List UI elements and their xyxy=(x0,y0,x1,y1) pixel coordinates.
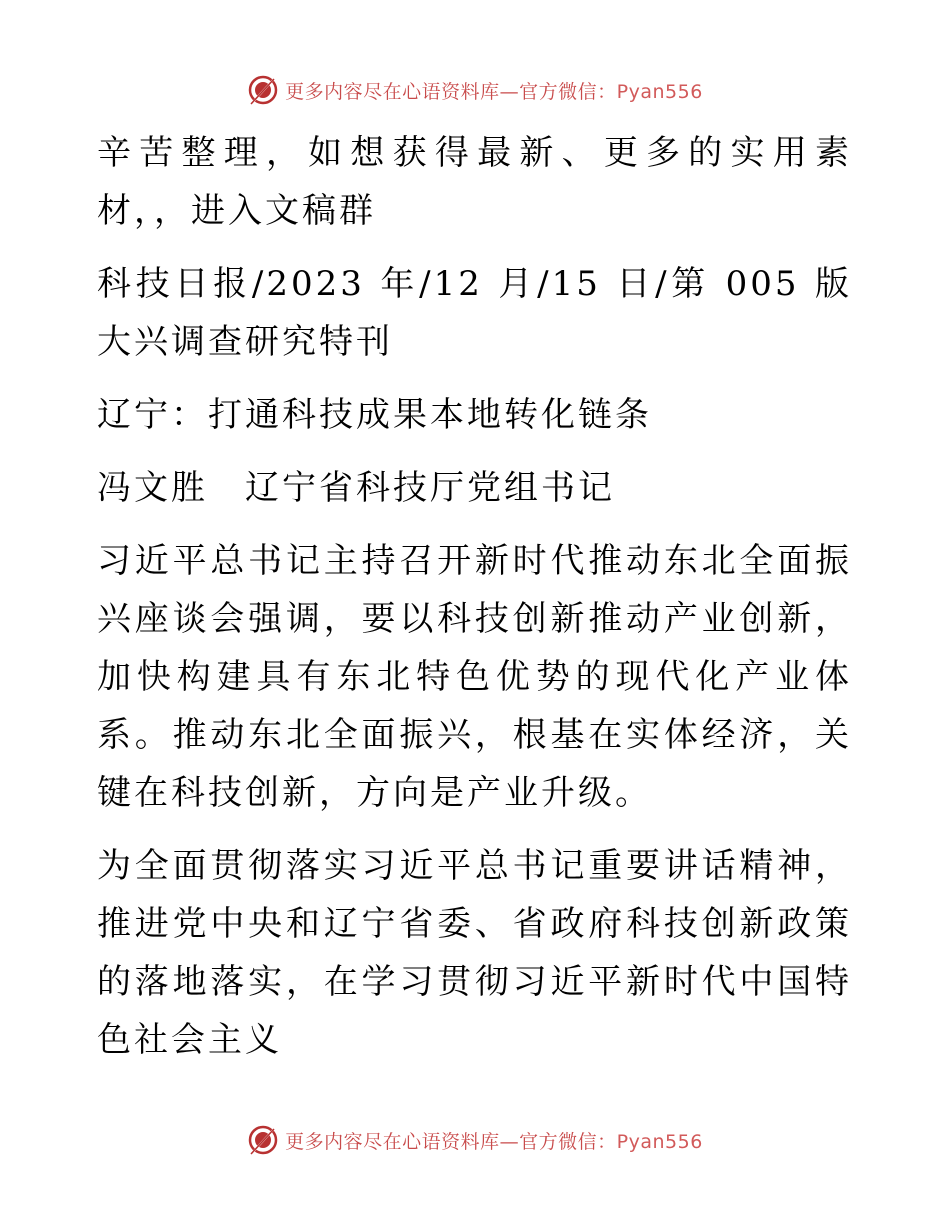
footer-banner xyxy=(0,1120,950,1160)
banner-text: 更多内容尽在心语资料库—官方微信： xyxy=(285,80,617,103)
article-title: 辽宁：打通科技成果本地转化链条 xyxy=(97,395,652,435)
body-paragraph: 习近平总书记主持召开新时代推动东北全面振兴座谈会强调，要以科技创新推动产业创新，加快构建具有东北特色优势的现代化产业体系。推动东北全面振兴，根基在实体经济，关键在科技创新，方向是产业升级。 xyxy=(97,541,852,813)
feather-pen-logo-icon xyxy=(247,1124,279,1156)
document-body xyxy=(97,124,852,1084)
header-banner xyxy=(0,70,950,110)
feather-pen-logo-icon xyxy=(247,74,279,106)
banner-text: 更多内容尽在心语资料库—官方微信： xyxy=(285,1130,617,1153)
intro-text: 辛苦整理，如想获得最新、更多的实用素材，，进入文稿群 xyxy=(97,133,852,231)
wechat-id: Pyan556 xyxy=(616,1130,703,1153)
author-line: 冯文胜 辽宁省科技厅党组书记 xyxy=(97,468,615,508)
wechat-id: Pyan556 xyxy=(616,80,703,103)
body-paragraph: 为全面贯彻落实习近平总书记重要讲话精神，推进党中央和辽宁省委、省政府科技创新政策的落地落实，在学习贯彻习近平新时代中国特色社会主义 xyxy=(97,846,852,1060)
source-line: 科技日报/2023 年/12 月/15 日/第 005 版大兴调查研究特刊 xyxy=(97,264,852,362)
